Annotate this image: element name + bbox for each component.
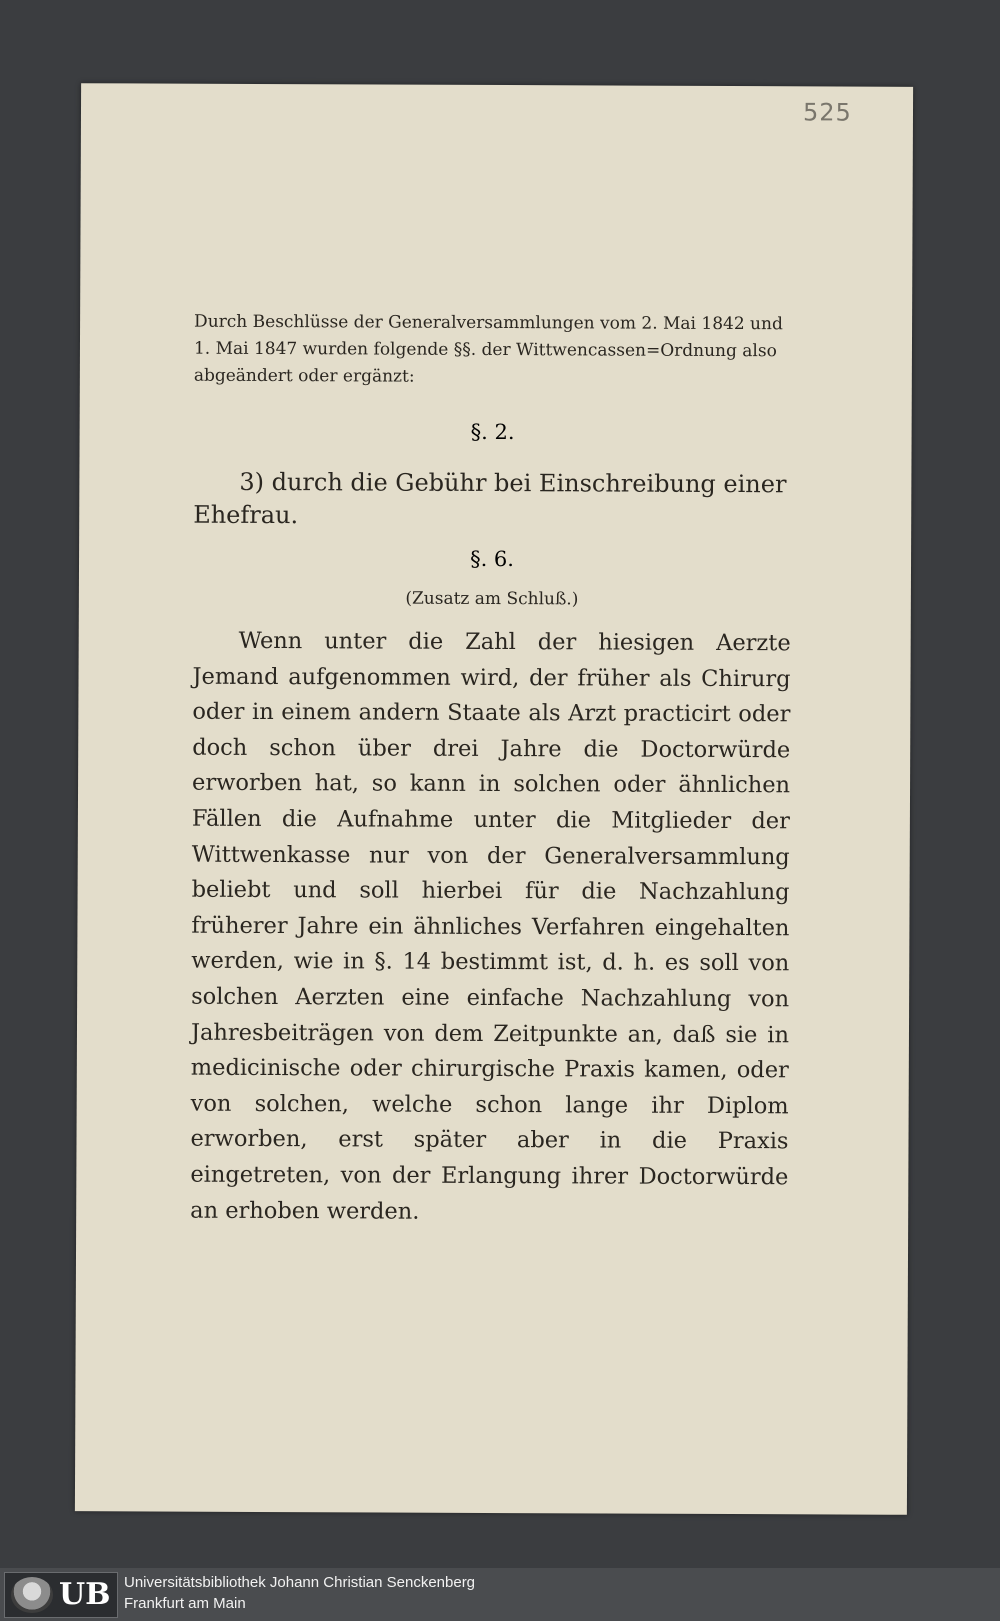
pencil-page-number: 525 — [802, 98, 852, 127]
section-6-heading: §. 6. — [470, 546, 515, 572]
senckenberg-portrait-icon — [11, 1577, 53, 1613]
section-2-text: 3) durch die Gebühr bei Einschreibung einer Ehefrau. — [193, 467, 787, 530]
ub-logo[interactable] — [4, 1572, 118, 1618]
intro-paragraph: Durch Beschlüsse der Generalversammlungen vom 2. Mai 1842 und 1. Mai 1847 wurden folgende §§. der Wittwencassen=Ordnung also abgeändert oder ergänzt: — [193, 311, 783, 387]
library-footer — [0, 1568, 1000, 1621]
library-city: Frankfurt am Main — [124, 1595, 246, 1612]
section-6-text: Wenn unter die Zahl der hiesigen Aerzte Jemand aufgenommen wird, der früher als Chirurg oder in einem andern Staate als Arzt practicirt oder doch schon über drei Jahre die Doctorwürde erworben hat, so kann in solchen oder ähnlichen Fällen die Aufnahme unter die Mitglieder der Wittwenkasse nur von der Generalversammlung beliebt und soll hierbei für die Nachzahlung früherer Jahre ein ähnliches Verfahren eingehalten werden, wie in §. 14 bestimmt ist, d. h. es soll von solchen Aerzten eine einfache Nachzahlung von Jahresbeiträgen von dem Zeitpunkte an, daß sie in medicinische oder chirurgische Praxis kamen, oder von solchen, welche schon lange ihr Diplom erworben, erst später aber in die Praxis eingetreten, von der Erlangung ihrer Doctorwürde an erhoben werden. — [190, 627, 791, 1225]
document-page — [75, 83, 913, 1515]
library-name: Universitätsbibliothek Johann Christian Senckenberg — [124, 1574, 476, 1591]
section-2-heading: §. 2. — [470, 419, 515, 445]
section-6-subheading: (Zusatz am Schluß.) — [405, 588, 579, 610]
ub-logo-text: UB — [59, 1577, 111, 1612]
